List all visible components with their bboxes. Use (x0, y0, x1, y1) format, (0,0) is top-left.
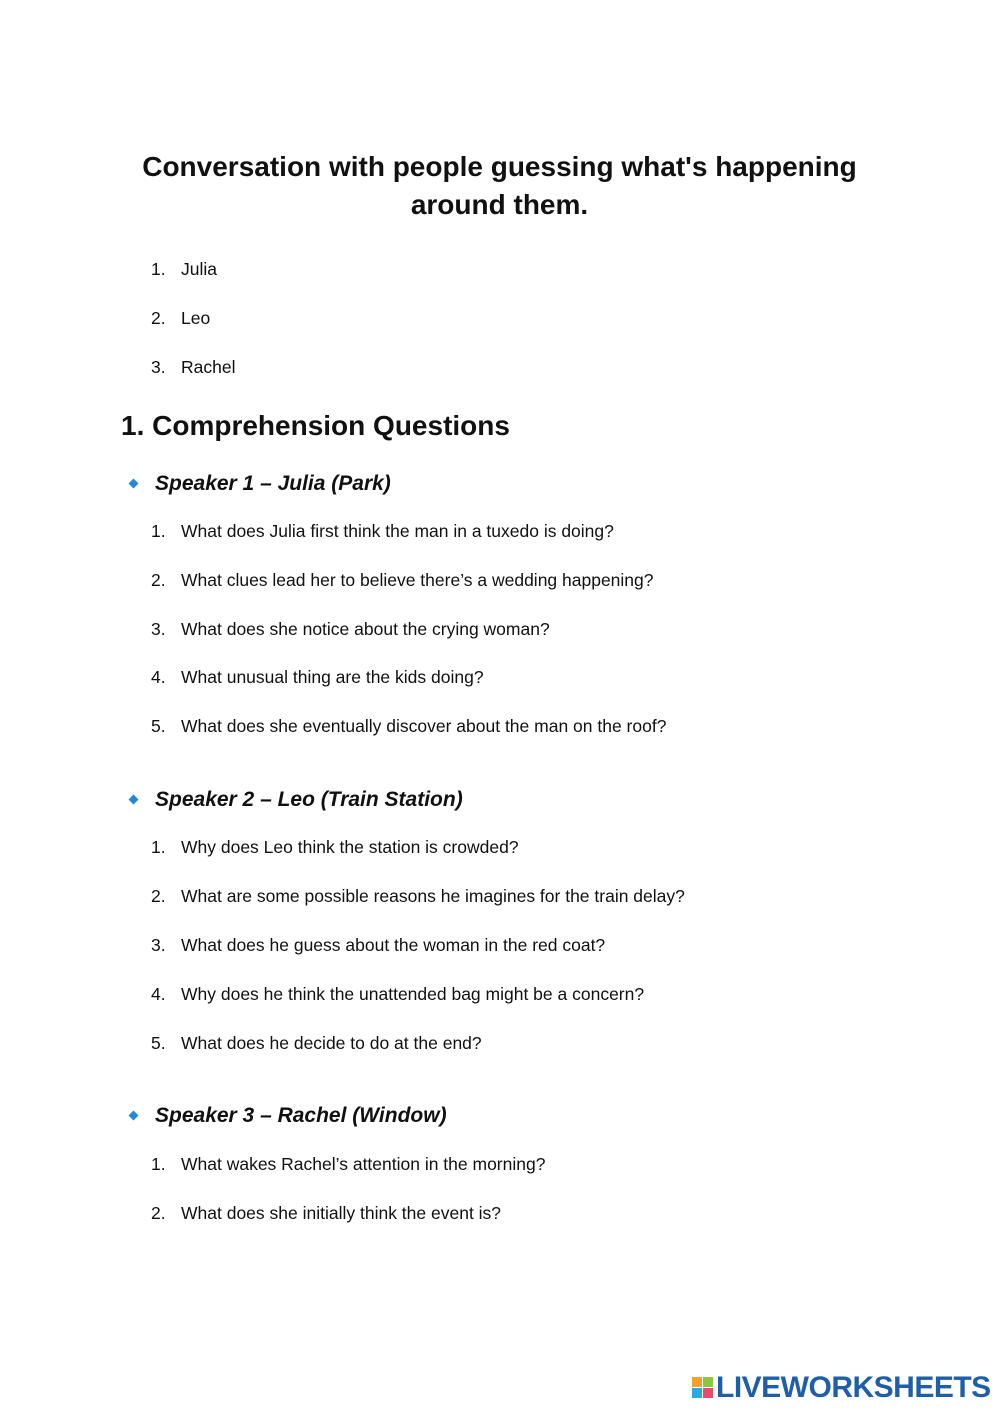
logo-text: LIVEWORKSHEETS (716, 1371, 991, 1404)
list-number: 1. (151, 1154, 166, 1174)
list-number: 1. (151, 521, 166, 541)
liveworksheets-logo (692, 1372, 990, 1404)
speaker-2-heading (0, 786, 700, 814)
question-text: What does she eventually discover about the man on the roof? (181, 716, 667, 736)
speaker-3-heading (0, 1102, 700, 1130)
question-text: What does she initially think the event is? (181, 1203, 502, 1223)
question-text: What wakes Rachel’s attention in the morning? (181, 1154, 546, 1174)
logo-tile (703, 1377, 713, 1387)
list-number: 2. (151, 1203, 166, 1223)
section-heading: 1. Comprehension Questions (121, 410, 510, 441)
logo-tile (692, 1388, 702, 1398)
list-number: 5. (151, 716, 166, 736)
question-text: What are some possible reasons he imagines for the train delay? (181, 886, 685, 906)
person-name: Rachel (181, 357, 236, 377)
speaker-title: Speaker 1 – Julia (Park) (155, 472, 391, 495)
list-number: 3. (151, 935, 166, 955)
logo-tile (703, 1388, 713, 1398)
list-number: 3. (151, 619, 166, 639)
question-text: Why does he think the unattended bag might be a concern? (181, 984, 645, 1004)
list-number: 4. (151, 667, 166, 687)
speaker-1-heading (0, 470, 700, 498)
diamond-bullet-icon (129, 795, 139, 805)
logo-tile (692, 1377, 702, 1387)
question-text: What clues lead her to believe there’s a wedding happening? (181, 570, 654, 590)
diamond-bullet-icon (129, 1111, 139, 1121)
page-title: Conversation with people guessing what's happening around them. (142, 151, 857, 220)
list-number: 1. (151, 837, 166, 857)
question-text: What unusual thing are the kids doing? (181, 667, 484, 687)
list-number: 2. (151, 570, 166, 590)
list-number: 5. (151, 1033, 166, 1053)
diamond-bullet-icon (129, 479, 139, 489)
question-text: What does he decide to do at the end? (181, 1033, 482, 1053)
question-text: What does Julia first think the man in a tuxedo is doing? (181, 521, 614, 541)
list-number: 1. (151, 259, 166, 279)
question-text: What does he guess about the woman in the red coat? (181, 935, 606, 955)
person-name: Leo (181, 308, 211, 328)
list-number: 3. (151, 357, 166, 377)
speaker-title: Speaker 3 – Rachel (Window) (155, 1104, 447, 1127)
list-number: 4. (151, 984, 166, 1004)
speaker-title: Speaker 2 – Leo (Train Station) (155, 788, 463, 811)
question-text: Why does Leo think the station is crowded? (181, 837, 519, 857)
person-name: Julia (181, 259, 217, 279)
list-number: 2. (151, 886, 166, 906)
question-text: What does she notice about the crying woman? (181, 619, 550, 639)
list-number: 2. (151, 308, 166, 328)
logo-tiles-icon (692, 1377, 716, 1401)
